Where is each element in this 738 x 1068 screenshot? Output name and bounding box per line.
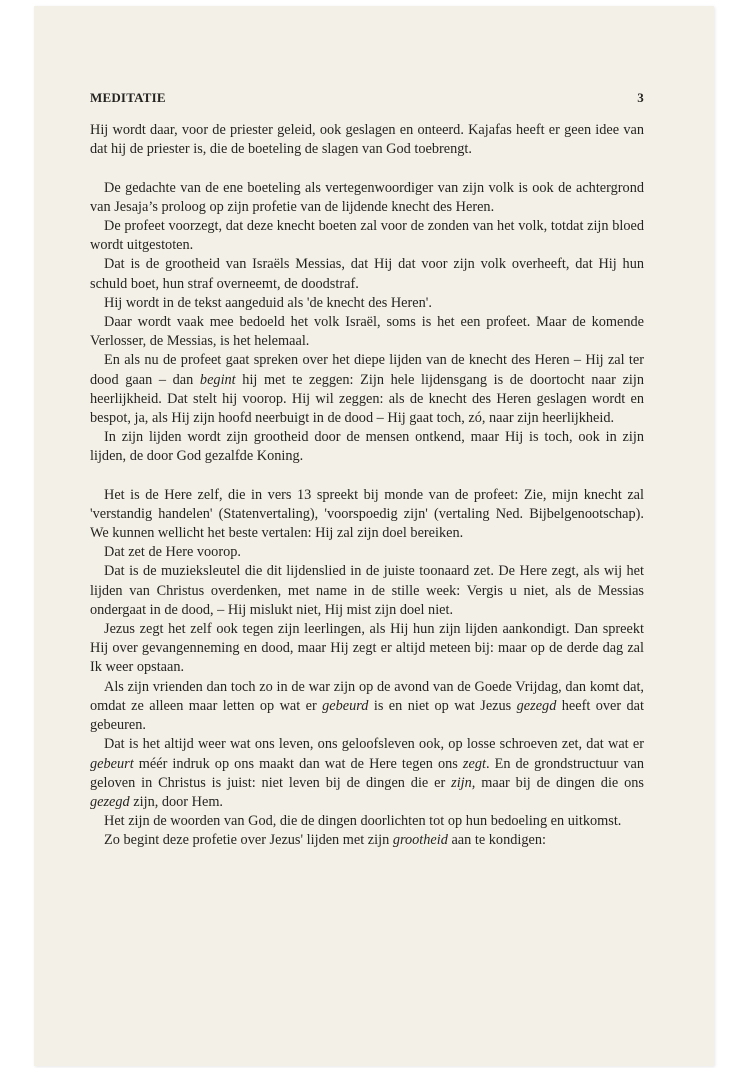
paragraph: Daar wordt vaak mee bedoeld het volk Israël, soms is het een profeet. Maar de komende Verlosser, de Messias, is het helemaal. xyxy=(90,314,644,350)
paragraph xyxy=(90,735,644,812)
emphasis: gebeurd xyxy=(322,697,369,714)
emphasis: zijn, xyxy=(451,774,476,791)
emphasis: grootheid xyxy=(392,832,448,849)
text-run: . En de grondstructuur van geloven in Christus is juist: niet leven bij de dingen die er xyxy=(90,755,644,791)
text-run: Zo begint deze profetie over Jezus' lijden met zijn xyxy=(104,832,393,849)
emphasis: gezegd xyxy=(516,697,557,714)
paragraph: In zijn lijden wordt zijn grootheid door de mensen ontkend, maar Hij is toch, ook in zijn lijden, de door God gezalfde Koning. xyxy=(90,429,644,465)
emphasis: begint xyxy=(199,371,236,388)
paragraph xyxy=(90,351,644,428)
paragraph: Jezus zegt het zelf ook tegen zijn leerlingen, als Hij hun zijn lijden aankondigt. Dan spreekt Hij over gevangenneming en dood, maar Hij zegt er altijd meteen bij: maar op de derde dag zal Ik weer opstaan. xyxy=(90,621,644,676)
paragraph: Dat is de grootheid van Israëls Messias, dat Hij dat voor zijn volk overheeft, dat Hij hun schuld boet, hun straf overneemt, de doodstraf. xyxy=(90,256,644,292)
body-text xyxy=(90,121,644,850)
text-run: heeft over dat gebeuren. xyxy=(90,697,645,734)
paragraph: De profeet voorzegt, dat deze knecht boeten zal voor de zonden van het volk, totdat zijn bloed wordt uitgestoten. xyxy=(90,218,644,254)
text-run: Als zijn vrienden dan toch zo in de war zijn op de avond van de Goede Vrijdag, dan komt dat, omdat ze alleen maar letten op wat er xyxy=(90,678,644,714)
paragraph xyxy=(90,831,644,850)
text-run: is en niet op wat Jezus xyxy=(368,697,517,714)
paragraph: Het zijn de woorden van God, die de dingen doorlichten tot op hun bedoeling en uitkomst. xyxy=(104,813,622,830)
paragraph xyxy=(90,678,644,736)
header-title: MEDITATIE xyxy=(90,90,166,105)
paragraph: Hij wordt in de tekst aangeduid als 'de knecht des Heren'. xyxy=(104,294,432,311)
text-run: aan te kondigen: xyxy=(447,832,546,849)
emphasis: gebeurt xyxy=(90,755,134,772)
text-run: zijn, door Hem. xyxy=(129,793,224,810)
emphasis: zegt xyxy=(462,755,486,772)
page xyxy=(34,6,714,1066)
running-header xyxy=(90,88,644,107)
paragraph: Dat is de muzieksleutel die dit lijdenslied in de juiste toonaard zet. De Here zegt, als wij het lijden van Christus overdenken, met name in de stille week: Vergis u niet, als de Messias ondergaat in de dood, – Hij mislukt niet, Hij mist zijn doel niet. xyxy=(90,563,644,618)
emphasis: gezegd xyxy=(90,793,130,810)
paragraph: Hij wordt daar, voor de priester geleid, ook geslagen en onteerd. Kajafas heeft er geen idee van dat hij de priester is, die de boeteling de slagen van God toebrengt. xyxy=(90,122,644,158)
paragraph: De gedachte van de ene boeteling als vertegenwoordiger van zijn volk is ook de achtergrond van Jesaja’s proloog op zijn profetie van de lijdende knecht des Heren. xyxy=(90,179,644,215)
text-run: Dat is het altijd weer wat ons leven, ons geloofsleven ook, op losse schroeven zet, dat wat er xyxy=(104,736,644,753)
paragraph: Het is de Here zelf, die in vers 13 spreekt bij monde van de profeet: Zie, mijn knecht zal 'verstandig handelen' (Statenvertaling), 'voorspoedig zijn' (vertaling Ned. Bijbelgenootschap). We kunnen wellicht het beste vertalen: Hij zal zijn doel bereiken. xyxy=(90,486,644,542)
page-content xyxy=(90,88,644,851)
text-run: En als nu de profeet gaat spreken over het diepe lijden van de knecht des Heren – Hij zal ter dood gaan – dan xyxy=(90,352,644,388)
text-run: méér indruk op ons maakt dan wat de Here tegen ons xyxy=(133,755,463,772)
text-run: maar bij de dingen die ons xyxy=(475,774,644,791)
paragraph: Dat zet de Here voorop. xyxy=(104,544,241,561)
text-run: hij met te zeggen: Zijn hele lijdensgang is de doortocht naar zijn heerlijkheid. Dat stelt hij voorop. Hij wil zeggen: als de knecht des Heren geslagen wordt en bespot, ja, als Hij zijn hoofd neerbuigt in de dood – Hij gaat toch, zó, naar zijn heerlijkheid. xyxy=(90,371,645,427)
page-number: 3 xyxy=(637,90,644,105)
